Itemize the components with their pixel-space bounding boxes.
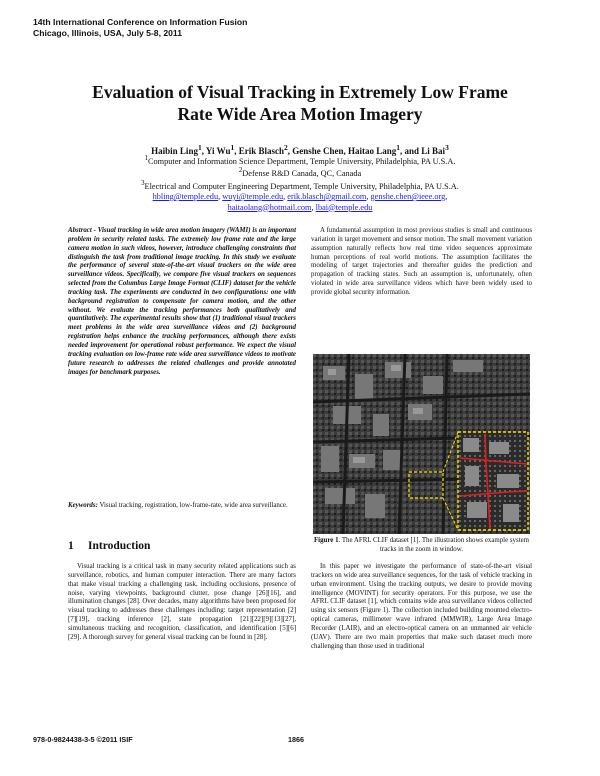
conference-header (33, 17, 247, 38)
figure-image (313, 354, 530, 534)
section-title: Introduction (88, 540, 151, 552)
email-link[interactable]: erik.blasch@gmail.com (287, 192, 367, 201)
figure-label: Figure 1 (313, 537, 339, 544)
footer-isbn: 978-0-9824438-3-5 ©2011 ISIF (33, 735, 133, 744)
email-link[interactable]: wuyi@temple.edu (222, 192, 284, 201)
author-list: Haibin Ling$^1$, Yi Wu$^1$, Erik Blasch$^2$, Genshe Chen, Haitao Lang$^1$, and Li Bai$^3$ (151, 143, 449, 156)
figure-caption (311, 537, 532, 555)
affiliation-3: $^3$Electrical and Computer Engineering Department, Temple University, Philadelphia, PA U.S.A. (141, 180, 459, 191)
title-line-2: Rate Wide Area Motion Imagery (177, 104, 423, 124)
affiliation-1: $^1$Computer and Information Science Department, Temple University, Philadelphia, PA U.S.A. (144, 155, 456, 166)
figure-caption-text: . The AFRL CLIF dataset [1]. The illustration shows example system tracks in the zoom in window. (338, 537, 530, 553)
conference-location: Chicago, Illinois, USA, July 5-8, 2011 (33, 27, 183, 38)
title-line-1: Evaluation of Visual Tracking in Extremely Low Frame (92, 82, 508, 102)
affiliation-2: $^2$Defense R&D Canada, QC, Canada (238, 167, 362, 178)
section-number: 1 (68, 540, 74, 552)
keywords-text: Visual tracking, registration, low-frame-rate, wide area surveillance. (97, 502, 288, 509)
email-link[interactable]: haitaolang@hotmail.com (227, 202, 312, 212)
keywords-label: Keywords: (68, 502, 98, 509)
email-link[interactable]: hbling@temple.edu (152, 192, 219, 201)
abstract-text: - Visual tracking in wide area motion imagery (WAMI) is an important problem in security related tasks. The extremely low frame rate and the large camera motion in such videos, however, introduce challenging constraints that distinguish the task from traditional image tracking. In this study we evaluate the performance of several state-of-the-art visual trackers on the wide area surveillance videos. Specifically, we compare five visual trackers on sequences selected from the Columbus Large Image Format (CLIF) dataset for the vehicle tracking task. The experiments are conducted in two configurations: one with background registration to compensate for camera motion, and the other without. We evaluate the tracking performances both qualitatively and quantitatively. The experimental results show that (1) traditional visual trackers meet problems in the wide area surveillance videos and (2) background registration helps enhance the tracking performances, although there exists needed improvement for operational robust performance. We expect the visual tracking evaluation on low-frame rate wide area surveillance videos to motivate future research to addresses the related challenges and provide annotated images for benchmark purposes. (68, 227, 296, 376)
email-link[interactable]: genshe.chen@ieee.org (370, 192, 446, 201)
conference-name: 14th International Conference on Information Fusion (33, 17, 248, 27)
page-number: 1866 (288, 735, 304, 744)
body-paragraph-2: In this paper we investigate the performance of state-of-the-art visual trackers on wide area surveillance sequences, for the task of vehicle tracking in urban environment. Using the tracking outputs, we desire to provide moving intelligence (MOVINT) for security operators. For this purpose, we use the AFRL CLIF dataset [1], which contains wide area surveillance videos collected using six sensors (Figure 1). The collection included building mounted electro-optical cameras, millimeter wave infrared (MMWIR), Large Area Image Recorder (LAIR), and an electro-optical camera on an unmanned air vehicle (UAV). There are two main properties that make such dataset much more challenging than those used in traditional (311, 563, 532, 650)
intro-paragraph: Visual tracking is a critical task in many security related applications such as surveillance, robotics, and human computer interaction. There are many factors that make visual tracking a challenging task, including occlusions, presence of noise, varying viewpoints, background clutter, pose change [26][16], and illumination changes [28]. Over decades, many algorithms have been proposed for visual tracking to addresses these challenges including: target representation [2][7][19], tracking inference [2], state propagation [21][22][9][13][27], simultaneous tracking and recognition, classification, and identification [5][6][29]. A thorough survey for general visual tracking can be found in [28]. (68, 563, 296, 641)
author-name: Genshe Chen (292, 146, 344, 156)
abstract (68, 227, 296, 377)
author-name: Haibin Ling (151, 146, 198, 156)
author-name: Haitao Lang (348, 146, 397, 156)
body-paragraph-1: A fundamental assumption in most previous studies is small and continuous variation in target movement and sensor motion. The small movement variation assumption naturally reflects how real time video sequences approximate human perceptions of real world motions. The assumption facilitates the modeling of target trajectories and thereafter guides the prediction and propagation of tracking states. Such an assumption is, unfortunately, often violated in wide area surveillance videos which have been widely used to provide global security information. (311, 227, 532, 296)
keywords (68, 502, 296, 511)
author-name: and Li Bai (404, 146, 446, 156)
author-name: Erik Blasch (238, 146, 284, 156)
section-heading (68, 540, 150, 552)
aerial-imagery (313, 354, 530, 534)
email-link[interactable]: lbai@temple.edu (315, 202, 373, 212)
author-emails: hbling@temple.edu, wuyi@temple.edu, erik.blasch@gmail.com, genshe.chen@ieee.org, haitaolang@hotmail.com, lbai@temple.edu (152, 192, 448, 212)
author-name: Yi Wu (205, 146, 231, 156)
paper-title (40, 81, 560, 125)
abstract-label: Abstract (68, 227, 92, 234)
